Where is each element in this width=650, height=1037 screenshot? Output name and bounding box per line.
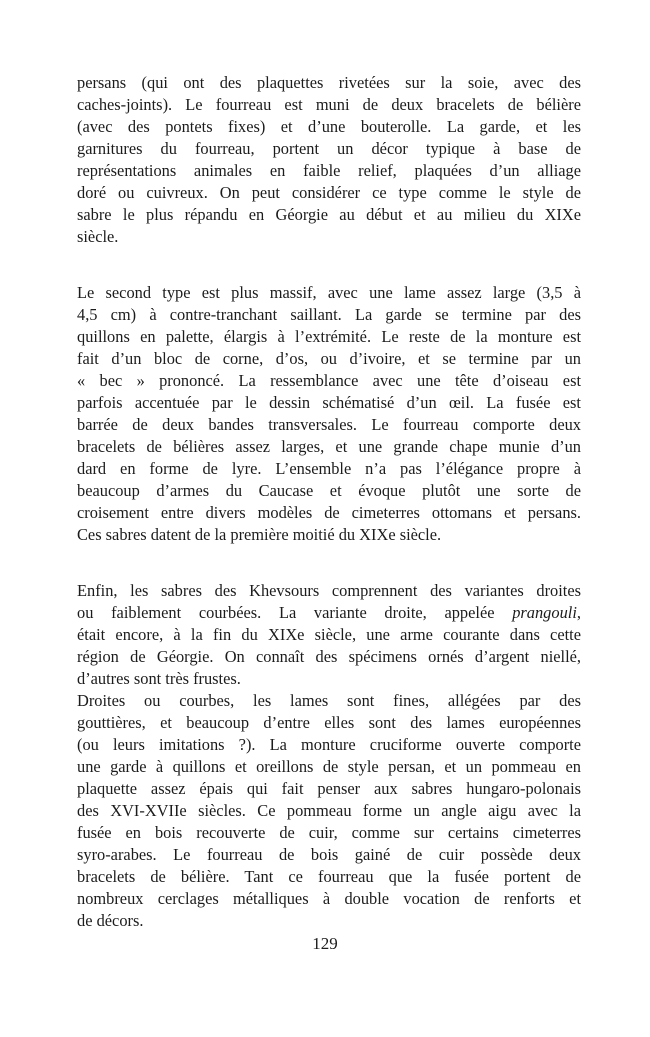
text-line: Droites ou courbes, les lames sont fines, allégées par des <box>77 691 581 710</box>
text-line: bracelets de bélière. Tant ce fourreau que la fusée portent de <box>77 867 581 886</box>
text-line: siècle. <box>77 227 119 246</box>
text-line: sabre le plus répandu en Géorgie au début et au milieu du XIXe <box>77 205 581 224</box>
text-line: Le second type est plus massif, avec une lame assez large (3,5 à <box>77 283 581 302</box>
text-line: une garde à quillons et oreillons de style persan, et un pommeau en <box>77 757 581 776</box>
text-line: région de Géorgie. On connaît des spécimens ornés d’argent niellé, <box>77 647 581 666</box>
text-line: barrée de deux bandes transversales. Le fourreau comporte deux <box>77 415 581 434</box>
text-line: bracelets de bélières assez larges, et une grande chape munie d’un <box>77 437 581 456</box>
text-line: doré ou cuivreux. On peut considérer ce type comme le style de <box>77 183 581 202</box>
page-body <box>77 72 581 932</box>
text-line: caches-joints). Le fourreau est muni de deux bracelets de bélière <box>77 95 581 114</box>
text-segment: ou faiblement courbées. La variante droite, appelée <box>77 603 513 622</box>
paragraph-3 <box>77 580 581 690</box>
paragraph-4 <box>77 690 581 932</box>
text-line: quillons en palette, élargis à l’extrémité. Le reste de la monture est <box>77 327 581 346</box>
text-line: parfois accentuée par le dessin schématisé d’un œil. La fusée est <box>77 393 581 412</box>
text-line: représentations animales en faible relief, plaquées d’un alliage <box>77 161 581 180</box>
text-line: (avec des pontets fixes) et d’une bouterolle. La garde, et les <box>77 117 581 136</box>
text-line: plaquette assez épais qui fait penser aux sabres hungaro-polonais <box>77 779 581 798</box>
paragraph-2 <box>77 282 581 546</box>
text-line: des XVI-XVIIe siècles. Ce pommeau forme un angle aigu avec la <box>77 801 581 820</box>
text-line: d’autres sont très frustes. <box>77 669 241 688</box>
text-line: fusée en bois recouverte de cuir, comme sur certains cimeterres <box>77 823 581 842</box>
text-line: Enfin, les sabres des Khevsours comprennent des variantes droites <box>77 581 581 600</box>
text-line: fait d’un bloc de corne, d’os, ou d’ivoire, et se termine par un <box>77 349 581 368</box>
text-line: beaucoup d’armes du Caucase et évoque plutôt une sorte de <box>77 481 581 500</box>
text-line <box>77 602 581 624</box>
text-line: croisement entre divers modèles de cimeterres ottomans et persans. <box>77 503 581 522</box>
text-line: de décors. <box>77 911 144 930</box>
text-line: dard en forme de lyre. L’ensemble n’a pas l’élégance propre à <box>77 459 581 478</box>
text-line: garnitures du fourreau, portent un décor typique à base de <box>77 139 581 158</box>
text-line: 4,5 cm) à contre-tranchant saillant. La garde se termine par des <box>77 305 581 324</box>
paragraph-1 <box>77 72 581 248</box>
text-line: (ou leurs imitations ?). La monture cruciforme ouverte comporte <box>77 735 581 754</box>
text-line: Ces sabres datent de la première moitié du XIXe siècle. <box>77 525 442 544</box>
italic-term: prangouli <box>512 603 577 622</box>
text-line: gouttières, et beaucoup d’entre elles sont des lames européennes <box>77 713 581 732</box>
text-line: persans (qui ont des plaquettes rivetées sur la soie, avec des <box>77 73 581 92</box>
text-line: était encore, à la fin du XIXe siècle, une arme courante dans cette <box>77 625 581 644</box>
text-line: « bec » prononcé. La ressemblance avec une tête d’oiseau est <box>77 371 581 390</box>
text-segment: , <box>576 603 581 622</box>
text-line: syro-arabes. Le fourreau de bois gainé de cuir possède deux <box>77 845 581 864</box>
page-number: 129 <box>312 934 338 953</box>
text-line: nombreux cerclages métalliques à double vocation de renforts et <box>77 889 581 908</box>
